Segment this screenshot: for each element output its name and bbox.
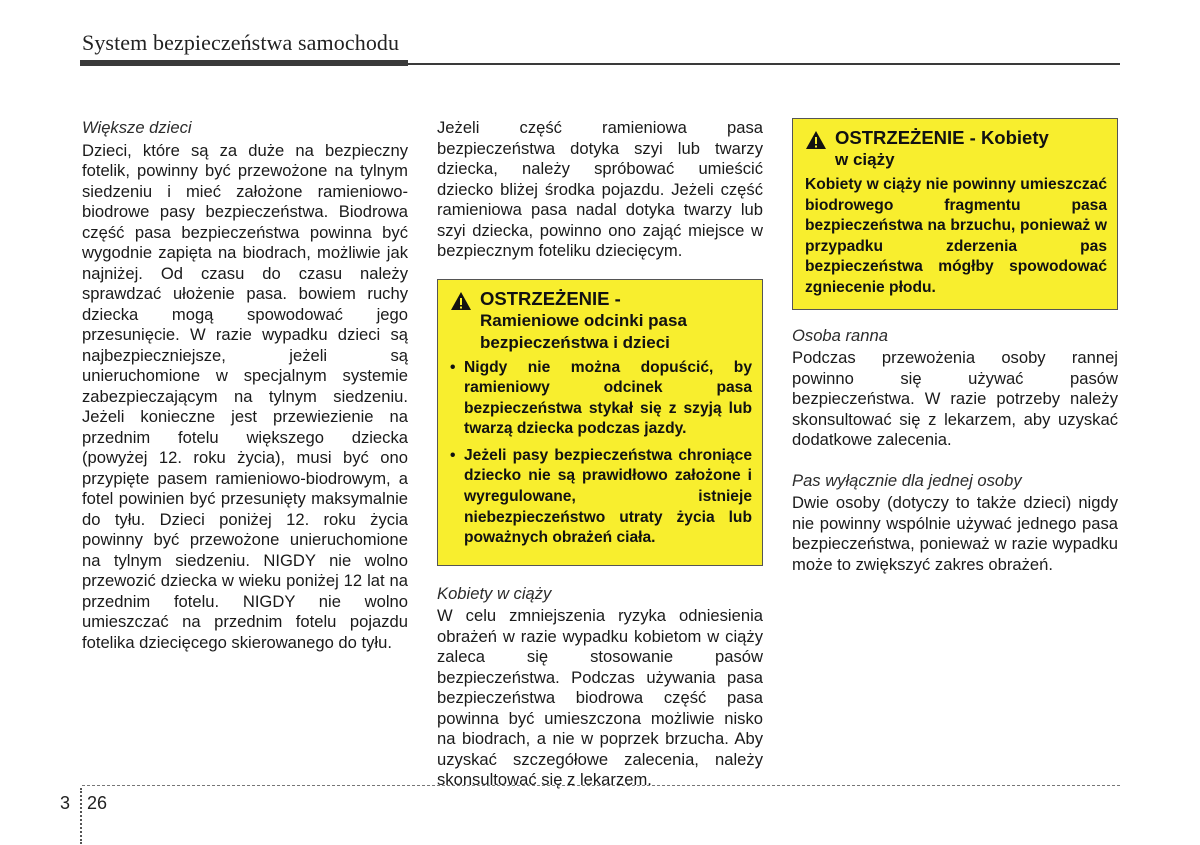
warning-box-pregnant [792, 118, 1118, 310]
header-bar [80, 60, 408, 66]
warning-triangle-icon [805, 130, 827, 150]
page-title: System bezpieczeństwa samochodu [82, 30, 400, 55]
warning-list [450, 358, 752, 549]
warning-item: • Jeżeli pasy bezpieczeństwa chroniące dziecko nie są prawidłowo założone i wyregulowane, istnieje niebezpieczeństwo utraty życia lub poważnych obrażeń ciała. [450, 446, 752, 549]
warning-item: • Nigdy nie można dopuścić, by ramieniowy odcinek pasa bezpieczeństwa stykał się z szyją lub twarzą dziecka podczas jazdy. [450, 358, 752, 440]
column-2 [437, 118, 763, 791]
section-body-larger-children: Dzieci, które są za duże na bezpieczny fotelik, powinny być przewożone na tylnym siedzeniu i mieć założone ramieniowo-biodrowe pasy bezpieczeństwa. Biodrowa część pasa bezpieczeństwa powinna być wygodnie zapięta na biodrach, możliwie jak najniżej. Od czasu do czasu należy sprawdzać ułożenie pasa. bowiem ruchy dziecka mogą spowodować jego przesunięcie. W razie wypadku dzieci są najbezpieczniejsze, jeżeli są unieruchomione w specjalnym systemie zabezpieczającym na tylnym siedzeniu. Jeżeli konieczne jest przewiezienie na przednim fotelu większego dziecka (powyżej 12. roku życia), musi być ono przypięte pasem ramieniowo-biodrowym, a fotel powinien być przesunięty maksymalnie do tyłu. Dzieci poniżej 12. roku życia powinny być przewożone unieruchomione na tylnym siedzeniu. NIGDY nie wolno przewozić dziecka w wieku poniżej 12 lat na przednim fotelu. NIGDY nie wolno umieszczać na przednim fotelu pojazdu fotelika dziecięcego skierowanego do tyłu. [82, 140, 408, 652]
section-heading-one-person-belt: Pas wyłącznie dla jednej osoby [792, 470, 1022, 490]
column-3 [792, 118, 1118, 575]
section-body-one-person-belt: Dwie osoby (dotyczy to także dzieci) nigdy nie powinny wspólnie używać jednego pasa bezpieczeństwa, ponieważ w razie wypadku może to zwiększyć zakres obrażeń. [792, 493, 1118, 574]
section-heading-larger-children: Większe dzieci [82, 118, 192, 137]
intro-paragraph: Jeżeli część ramieniowa pasa bezpieczeństwa dotyka szyi lub twarzy dziecka, należy spróbować umieścić dziecko bliżej środka pojazdu. Jeżeli część ramieniowa pasa nadal dotyka twarzy lub szyi dziecka, powinno ono zająć miejsce w bezpiecznym foteliku dziecięcym. [437, 118, 763, 260]
section-body-injured-person: Podczas przewożenia osoby rannej powinno się używać pasów bezpieczeństwa. W razie potrzeby należy skonsultować się z lekarzem, aby uzyskać dodatkowe zalecenia. [792, 348, 1118, 450]
warning-subtitle: Ramieniowe odcinki pasa bezpieczeństwa i dzieci [480, 310, 687, 352]
header-rule [408, 63, 1120, 65]
page-number: 26 [87, 793, 108, 813]
section-body-pregnant-women: W celu zmniejszenia ryzyka odniesienia obrażeń w razie wypadku kobietom w ciąży zaleca się stosowanie pasów bezpieczeństwa. Podczas używania pasa bezpieczeństwa biodrowa część pasa powinna być umieszczona możliwie nisko na biodrach, a nie w poprzek brzucha. Aby uzyskać szczegółowe zalecenia, należy skonsultować się z lekarzem. [437, 606, 763, 790]
warning-subtitle: w ciąży [835, 150, 895, 169]
section-heading-pregnant-women: Kobiety w ciąży [437, 583, 552, 603]
warning-box-shoulder-belt [437, 279, 763, 566]
footer-separator [80, 788, 82, 844]
warning-title: OSTRZEŻENIE - [480, 287, 621, 309]
warning-title: OSTRZEŻENIE - Kobiety [835, 127, 1049, 148]
column-1 [82, 118, 408, 653]
footer-rule [82, 785, 1120, 786]
warning-triangle-icon [450, 291, 472, 311]
section-heading-injured-person: Osoba ranna [792, 325, 888, 345]
chapter-number: 3 [60, 793, 71, 813]
warning-text: Kobiety w ciąży nie powinny umieszczać biodrowego fragmentu pasa bezpieczeństwa na brzuchu, ponieważ w przypadku zderzenia pas bezpieczeństwa mógłby spowodować zgniecenie płodu. [805, 176, 1107, 296]
